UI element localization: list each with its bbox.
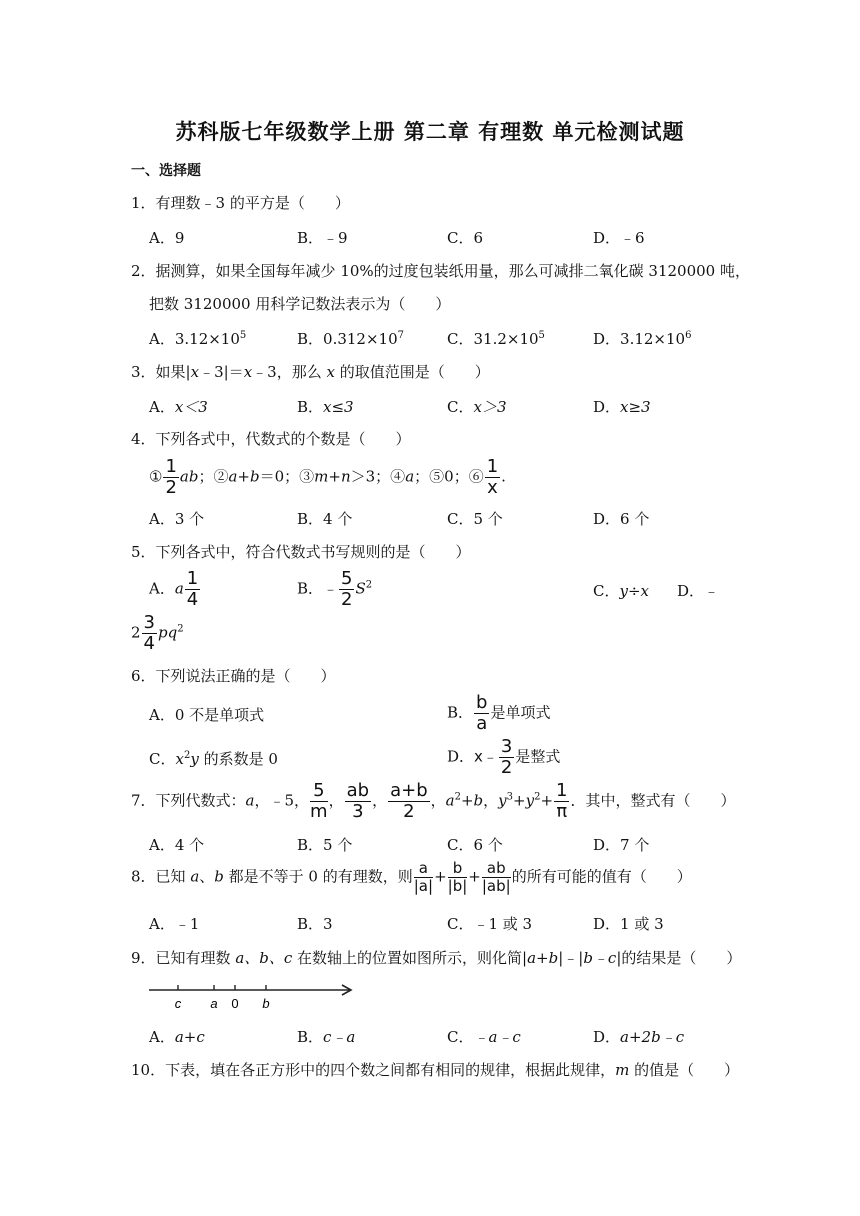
q5-option-d-value: 2 $\frac{3}{4}$ $pq^2$: [131, 612, 184, 654]
q7-option-b: B．5 个: [297, 836, 353, 854]
question-6-stem: 6．下列说法正确的是（ ）: [131, 667, 336, 685]
fraction: $\frac{ab}{3}$: [346, 780, 370, 822]
q3-option-d: D．x≥3: [593, 398, 651, 416]
question-3-stem: 3．如果|x﹣3|＝x﹣3，那么 x 的取值范围是（ ）: [131, 363, 490, 381]
q8-option-c: C．﹣1 或 3: [447, 915, 533, 933]
q3-option-b: B．x≤3: [297, 398, 354, 416]
q1-option-d: D．﹣6: [593, 229, 645, 247]
section-heading: 一、选择题: [131, 163, 201, 179]
question-7-stem: 7．下列代数式：a，﹣5， $\frac{5}{m}$ ， $\frac{ab}{3}$ ， $\frac{a+b}{2}$ ，$a^2+b$，$y^3+y^2+$ $\frac{1}{\pi}$ ．其中，整式有（ ）: [131, 780, 736, 822]
q2-option-c: C．$31.2\times 10^5$: [447, 330, 545, 348]
q6-option-b: B． $\frac{b}{a}$ 是单项式: [447, 692, 551, 734]
q4-option-d: D．6 个: [593, 510, 650, 528]
q8-option-b: B．3: [297, 915, 333, 933]
fraction: $\frac{ab}{|ab|}$: [481, 859, 511, 895]
q6-option-d: D．x﹣ $\frac{3}{2}$ 是整式: [447, 736, 561, 778]
axis-label-c: c: [174, 996, 182, 1011]
q9-option-b: B．c﹣a: [297, 1028, 356, 1046]
q9-option-a: A．a+c: [149, 1028, 205, 1046]
q6-option-c: C．$x^2y$ 的系数是 0: [149, 750, 278, 768]
fraction: $\frac{a}{|a|}$: [413, 859, 434, 895]
axis-label-b: b: [262, 996, 270, 1011]
q8-option-a: A．﹣1: [149, 915, 200, 933]
q2-option-b: B．$0.312\times 10^7$: [297, 330, 404, 348]
fraction: $\frac{5}{m}$: [310, 780, 328, 822]
q7-option-c: C．6 个: [447, 836, 503, 854]
q3-option-a: A．x＜3: [149, 398, 208, 416]
fraction: $\frac{b}{a}$: [476, 692, 488, 734]
q1-option-b: B．﹣9: [297, 229, 348, 247]
q7-option-a: A．4 个: [149, 836, 205, 854]
question-9-stem: 9．已知有理数 a、b、c 在数轴上的位置如图所示，则化简|a+b|﹣|b﹣c|的结果是（ ）: [131, 949, 742, 967]
axis-label-0: 0: [231, 996, 239, 1011]
fraction: $\frac{3}{2}$: [500, 736, 513, 778]
q5-option-c: C．y÷x: [593, 582, 649, 600]
fraction: $\frac{1}{\pi}$: [556, 780, 568, 822]
number-line-diagram: [146, 978, 358, 1014]
q4-option-a: A．3 个: [149, 510, 205, 528]
page-title: 苏科版七年级数学上册 第二章 有理数 单元检测试题: [175, 120, 685, 144]
q2-option-a: A．$3.12\times 10^5$: [149, 330, 247, 348]
q2-option-d: D．$3.12\times 10^6$: [593, 330, 692, 348]
fraction: $\frac{b}{|b|}$: [447, 859, 468, 895]
q4-option-b: B．4 个: [297, 510, 353, 528]
question-2-stem-line1: 2．据测算，如果全国每年减少 10%的过度包装纸用量，那么可减排二氧化碳 3120000 吨，: [131, 262, 750, 280]
q4-expressions: ① $\frac{1}{2}$ ab；②a+b＝0；③m+n＞3；④a；⑤0；⑥ $\frac{1}{x}$ .: [149, 456, 506, 498]
q5-option-a: A．a $\frac{1}{4}$: [149, 568, 199, 610]
q6-option-a: A．0 不是单项式: [149, 706, 265, 724]
q5-option-d-label: D．﹣: [677, 582, 720, 600]
question-5-stem: 5．下列各式中，符合代数式书写规则的是（ ）: [131, 543, 471, 561]
question-8-stem: 8．已知 a、b 都是不等于 0 的有理数，则 $\frac{a}{|a|}$ + $\frac{b}{|b|}$ + $\frac{ab}{|ab|}$ 的所有可能的值有（ ）: [131, 859, 692, 895]
q7-option-d: D．7 个: [593, 836, 650, 854]
question-4-stem: 4．下列各式中，代数式的个数是（ ）: [131, 430, 411, 448]
fraction: $\frac{a+b}{2}$: [390, 780, 428, 822]
fraction: $\frac{1}{2}$: [165, 456, 177, 498]
q3-option-c: C．x＞3: [447, 398, 507, 416]
question-10-stem: 10．下表，填在各正方形中的四个数之间都有相同的规律，根据此规律，m 的值是（ ）: [131, 1061, 740, 1079]
fraction: $\frac{3}{4}$: [143, 612, 155, 654]
q4-option-c: C．5 个: [447, 510, 503, 528]
q1-option-c: C．6: [447, 229, 484, 247]
fraction: $\frac{1}{x}$: [486, 456, 499, 498]
q9-option-c: C．﹣a﹣c: [447, 1028, 521, 1046]
fraction: $\frac{1}{4}$: [186, 568, 199, 610]
q9-option-d: D．a+2b﹣c: [593, 1028, 685, 1046]
question-2-stem-line2: 把数 3120000 用科学记数法表示为（ ）: [149, 295, 451, 313]
q5-option-b: B．﹣ $\frac{5}{2}$ $S^2$: [297, 568, 373, 610]
fraction: $\frac{5}{2}$: [341, 568, 353, 610]
question-1-stem: 1．有理数﹣3 的平方是（ ）: [131, 194, 350, 212]
q1-option-a: A．9: [149, 229, 185, 247]
axis-label-a: a: [210, 996, 218, 1011]
q8-option-d: D．1 或 3: [593, 915, 664, 933]
